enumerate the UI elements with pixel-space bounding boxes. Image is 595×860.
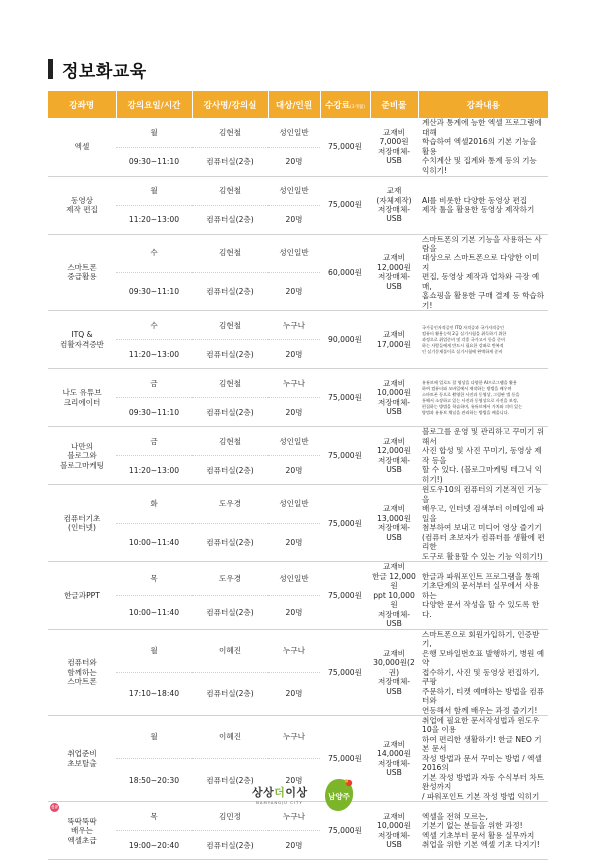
course-time: 19:00~20:40 — [116, 831, 192, 860]
course-name-text: 나도 유튜브 크리에이터 — [62, 388, 102, 407]
description-line: 수치계산 및 집계와 통계 등의 기능 익히기! — [422, 156, 537, 175]
description-line: (컴퓨터 초보자가 컴퓨터를 생활에 편리한 — [422, 532, 545, 552]
course-row-top — [48, 427, 548, 456]
description-line: / 파워포인트 기본 작성 방법 익히기 — [422, 791, 540, 801]
course-room: 컴퓨터실(2층) — [192, 595, 268, 629]
description-line: 유튜브에 업로드 할 영상을 다양한 AI프로그램을 활용 — [422, 380, 517, 386]
course-row-top — [48, 485, 548, 523]
course-target: 성인일반 — [268, 427, 320, 456]
description-line: 윈도우10의 컴퓨터의 기본적인 기능을 — [422, 485, 542, 504]
description-line: AI를 비롯한 다양한 동영상 편집 — [422, 195, 528, 205]
course-name — [48, 427, 116, 485]
course-target: 성인일반 — [268, 485, 320, 523]
course-capacity: 20명 — [268, 672, 320, 715]
course-name — [48, 716, 116, 802]
course-capacity: 20명 — [268, 595, 320, 629]
prep-line: 저장매체-USB — [377, 146, 411, 166]
course-prep — [370, 311, 418, 369]
description-line: 블로그를 운영 및 관리하고 꾸미기 위해서 — [422, 427, 545, 446]
description-line: 홈쇼핑을 활용한 구매 결제 등 학습하기! — [422, 291, 545, 310]
course-target: 누구나 — [268, 369, 320, 398]
logo-text-b: 이상 — [285, 786, 308, 799]
course-prep — [370, 118, 418, 176]
course-name — [48, 802, 116, 860]
course-day: 월 — [116, 176, 192, 205]
course-prep — [370, 427, 418, 485]
course-row-top — [48, 176, 548, 205]
course-capacity: 20명 — [268, 340, 320, 369]
course-row-top — [48, 629, 548, 672]
course-name-text: ITQ & 컴활자격증반 — [59, 330, 104, 349]
course-description — [418, 802, 548, 860]
course-name-text: 스마트폰 중급활용 — [67, 262, 97, 282]
course-row-top — [48, 369, 548, 398]
description-line: 취업에 필요한 문서작성법과 윈도우10을 이용 — [422, 716, 540, 735]
course-time: 10:00~11:40 — [116, 523, 192, 561]
logo-wordmark — [252, 784, 308, 800]
description-line: 할 수 있다. (블로그마케팅 테그닉 익히기!) — [422, 465, 543, 484]
course-name-text: 취업준비 초보탈출 — [67, 749, 97, 768]
description-line: 기초단계의 문서부터 실무에서 사용하는 — [422, 581, 540, 600]
course-fee: 75,000원 — [320, 118, 370, 176]
course-target: 성인일반 — [268, 176, 320, 205]
course-name-text: 뚝딱뚝딱 배우는 엑셀초급 — [67, 816, 97, 845]
description-line: 국가공인자격증인 ITQ 자격증과 국가자격증인 — [422, 325, 505, 331]
description-line: 도구로 활용할 수 있는 기능 익히기!) — [422, 551, 543, 561]
prep-line: 교재비 — [382, 378, 405, 388]
course-name-text: 엑셀 — [74, 142, 90, 151]
course-fee: 75,000원 — [320, 176, 370, 234]
course-name — [48, 311, 116, 369]
city-logo — [252, 777, 362, 821]
description-line: 스마트폰으로 회원가입하기, 인증받기, — [422, 629, 540, 649]
course-time: 11:20~13:00 — [116, 340, 192, 369]
prep-line: 12,000원 — [377, 446, 411, 456]
prep-line: 저장매체-USB — [377, 830, 411, 850]
course-time: 10:00~11:40 — [116, 595, 192, 629]
course-day: 월 — [116, 118, 192, 147]
description-line: 대상으로 스마트폰으로 다양한 이미지 — [422, 253, 540, 272]
course-body — [48, 118, 548, 860]
course-description — [418, 562, 548, 629]
description-line: 제작 툴을 활용한 동영상 제작하기 — [422, 205, 535, 214]
course-name-text: 컴퓨터기초 (인터넷) — [63, 513, 101, 533]
description-line: 하여 컴퓨터와 모바일에서 제작하는 방법을 배우며 — [422, 386, 512, 392]
course-target: 성인일반 — [268, 562, 320, 596]
prep-line: 교재비 — [382, 330, 405, 340]
course-day: 수 — [116, 234, 192, 272]
course-name — [48, 118, 116, 176]
course-name — [48, 369, 116, 427]
description-line: 하여 편리한 생활하기! 한글 NEO 기본 문서 — [422, 734, 542, 754]
course-name — [48, 176, 116, 234]
prep-line: 저장매체-USB — [377, 523, 411, 542]
course-target: 누구나 — [268, 716, 320, 759]
prep-line: 교재비 — [382, 739, 405, 749]
page-title: 정보화교육 — [62, 61, 147, 82]
course-room: 컴퓨터실(2층) — [192, 147, 268, 176]
prep-line: 교재비 — [382, 562, 405, 572]
course-time: 09:30~11:10 — [116, 272, 192, 310]
course-instructor: 김현철 — [192, 234, 268, 272]
logo-mark-icon — [322, 777, 356, 813]
course-capacity: 20명 — [268, 759, 320, 802]
header-target: 대상/인원 — [268, 91, 320, 118]
prep-line: 14,000원 — [377, 749, 411, 759]
description-line: 학습하여 엑셀2016의 기본 기능을 활용 — [422, 137, 537, 156]
course-row-top — [48, 118, 548, 147]
section-title — [48, 56, 147, 82]
description-line: 주문하기, 티켓 예매하는 방법을 컴퓨터와 — [422, 686, 545, 706]
logo-mark-text: 남양주 — [328, 792, 350, 801]
course-prep — [370, 369, 418, 427]
course-room: 컴퓨터실(2층) — [192, 759, 268, 802]
header-fee-label: 수강료 — [325, 100, 350, 111]
header-prep: 준비물 — [370, 91, 418, 118]
course-instructor: 이혜진 — [192, 716, 268, 759]
course-name — [48, 629, 116, 715]
prep-line: 저장매체-USB — [377, 205, 411, 224]
course-prep — [370, 802, 418, 860]
course-target: 누구나 — [268, 311, 320, 340]
header-instructor: 강사명/강의실 — [192, 91, 268, 118]
course-day: 목 — [116, 562, 192, 596]
course-instructor: 김현철 — [192, 369, 268, 398]
prep-line: 교재비 — [382, 504, 405, 514]
prep-line: 교재비 — [382, 127, 405, 137]
description-line: 컴퓨터 활용능력 2급 실기시험을 취득하기 위한 — [422, 330, 507, 336]
course-fee: 75,000원 — [320, 485, 370, 562]
description-line: 통해서 소장하고 있는 사진과 동영상으로 사진을 보정, — [422, 397, 519, 403]
course-description — [418, 176, 548, 234]
description-line: 스마트폰 등으로 촬영한 사진과 동영상, 그림판 앱 등을 — [422, 391, 520, 397]
header-content: 강좌내용 — [418, 91, 548, 118]
course-name-text: 동영상 제작 편집 — [66, 195, 98, 214]
course-name — [48, 234, 116, 311]
course-description — [418, 485, 548, 562]
course-day: 금 — [116, 369, 192, 398]
course-target: 성인일반 — [268, 234, 320, 272]
title-marker — [48, 59, 53, 79]
description-line: 접수하기, 사진 및 동영상 편집하기, 쿠팡 — [422, 667, 540, 687]
header-fee-note: (3개월) — [349, 104, 365, 110]
course-room: 컴퓨터실(2층) — [192, 523, 268, 561]
prep-line: 10,000원 — [377, 821, 411, 831]
course-room: 컴퓨터실(2층) — [192, 398, 268, 427]
description-line: 편집, 동영상 제작과 업차와 극장 예매, — [422, 272, 540, 291]
description-line: 엑셀 기초부터 문서 활용 실무까지 — [422, 830, 535, 840]
prep-line: 한글 12,000원 — [372, 571, 416, 591]
logo-subtitle: NAMYANGJU CITY — [256, 800, 303, 805]
prep-line: 교재비 — [382, 253, 405, 263]
course-name — [48, 562, 116, 629]
prep-line: 교재비 — [382, 648, 405, 658]
prep-line: 교재비 — [382, 811, 405, 821]
description-line: 기본 작성 방법과 자동 수식부터 차트 완성까지 — [422, 772, 545, 792]
course-day: 목 — [116, 802, 192, 831]
course-description — [418, 427, 548, 485]
course-instructor: 도우경 — [192, 485, 268, 523]
course-capacity: 20명 — [268, 272, 320, 310]
course-fee: 75,000원 — [320, 629, 370, 715]
course-prep — [370, 485, 418, 562]
course-fee: 75,000원 — [320, 562, 370, 629]
description-line: 방법과 유튜브 채널을 관리하는 방법을 배웁니다. — [422, 409, 509, 415]
description-line: 한글과 파워포인트 프로그램을 통해 — [422, 571, 540, 581]
course-description — [418, 629, 548, 715]
course-instructor: 이혜진 — [192, 629, 268, 672]
course-capacity: 20명 — [268, 523, 320, 561]
description-line: 첨부하여 보내고 미디어 영상 즐기기 — [422, 523, 542, 533]
description-line: 스마트폰의 기본 기능을 사용하는 사람을 — [422, 234, 542, 253]
course-day: 수 — [116, 311, 192, 340]
course-time: 18:50~20:30 — [116, 759, 192, 802]
new-badge: 신규 — [50, 803, 59, 812]
logo-text-mid: 더 — [274, 786, 286, 799]
header-fee — [320, 91, 370, 118]
course-prep — [370, 629, 418, 715]
course-room: 컴퓨터실(2층) — [192, 831, 268, 860]
prep-line: 17,000원 — [377, 339, 411, 349]
course-description — [418, 369, 548, 427]
course-row-top — [48, 311, 548, 340]
prep-line: 10,000원 — [377, 388, 411, 398]
course-name-text: 나만의 블로그와 블로그마케팅 — [59, 441, 104, 470]
course-fee: 75,000원 — [320, 369, 370, 427]
course-instructor: 도우경 — [192, 562, 268, 596]
description-line: 계산과 통계에 능한 엑셀 프로그램에 대해 — [422, 118, 542, 137]
course-instructor: 김현철 — [192, 311, 268, 340]
description-line: 배우고, 인터넷 검색부터 이메일에 파일을 — [422, 504, 545, 523]
course-day: 금 — [116, 427, 192, 456]
prep-line: 교재비 — [382, 436, 405, 446]
course-row-top — [48, 562, 548, 596]
course-description — [418, 118, 548, 176]
prep-line: 저장매체-USB — [377, 455, 411, 475]
course-instructor: 김현철 — [192, 176, 268, 205]
course-name — [48, 485, 116, 562]
course-day: 화 — [116, 485, 192, 523]
table-header-row — [48, 91, 548, 118]
description-line: 엑셀을 전혀 모르는, — [422, 811, 488, 821]
course-capacity: 20명 — [268, 147, 320, 176]
prep-line: 교재 — [386, 186, 402, 196]
course-name-text: 한글과PPT — [64, 590, 100, 600]
course-room: 컴퓨터실(2층) — [192, 672, 268, 715]
course-room: 컴퓨터실(2층) — [192, 205, 268, 234]
course-capacity: 20명 — [268, 456, 320, 485]
prep-line: 저장매체-USB — [377, 272, 411, 291]
course-room: 컴퓨터실(2층) — [192, 340, 268, 369]
course-instructor: 김민정 — [192, 802, 268, 831]
course-instructor: 김현철 — [192, 118, 268, 147]
prep-line: 저장매체-USB — [377, 397, 411, 417]
prep-line: 7,000원 — [379, 137, 409, 147]
course-fee: 75,000원 — [320, 802, 370, 860]
course-prep — [370, 234, 418, 311]
course-row-top — [48, 234, 548, 272]
description-line: 취업을 위한 기본 엑셀 기초 다지기! — [422, 840, 540, 850]
prep-line: 12,000원 — [377, 262, 411, 272]
course-prep — [370, 176, 418, 234]
course-fee: 75,000원 — [320, 716, 370, 802]
course-time: 09:30~11:10 — [116, 398, 192, 427]
course-description — [418, 234, 548, 311]
header-schedule: 강의요일/시간 — [116, 91, 192, 118]
course-time: 11:20~13:00 — [116, 205, 192, 234]
course-target: 성인일반 — [268, 118, 320, 147]
prep-line: 13,000원 — [377, 513, 411, 523]
course-fee: 60,000원 — [320, 234, 370, 311]
description-line: 다양한 문서 작성을 할 수 있도록 한다. — [422, 600, 540, 619]
description-line: 과정으로 취업준비 및 각종 국가고시 등을 준비 — [422, 336, 505, 342]
course-target: 누구나 — [268, 629, 320, 672]
description-line: 편집하는 방법을 학습하며, 유튜브에서 가치와 의미 있는 — [422, 403, 523, 409]
prep-line: 저장매체-USB — [377, 609, 411, 629]
description-line: 연동해서 함께 배우는 과정 즐기기! — [422, 705, 538, 715]
course-fee: 75,000원 — [320, 427, 370, 485]
prep-line: (자체제작) — [376, 195, 412, 205]
course-instructor: 김현철 — [192, 427, 268, 456]
course-prep — [370, 716, 418, 802]
course-day: 월 — [116, 716, 192, 759]
description-line: 은행 모바일번호표 발행하기, 병원 예약 — [422, 648, 545, 668]
course-time: 17:10~18:40 — [116, 672, 192, 715]
course-capacity: 20명 — [268, 205, 320, 234]
prep-line: 저장매체-USB — [377, 677, 411, 696]
course-time: 09:30~11:10 — [116, 147, 192, 176]
description-line: 하는 사람들에게 반드시 필요한 강좌로 반복적 — [422, 342, 504, 348]
course-capacity: 20명 — [268, 398, 320, 427]
course-name-text: 컴퓨터와 함께하는 스마트폰 — [67, 658, 97, 687]
course-prep — [370, 562, 418, 629]
prep-line: ppt 10,000원 — [373, 590, 415, 610]
description-line: 작성 방법과 문서 꾸미는 방법 / 엑셀 2016의 — [422, 753, 542, 773]
logo-text-a: 상상 — [252, 786, 275, 799]
course-room: 컴퓨터실(2층) — [192, 456, 268, 485]
course-description — [418, 716, 548, 802]
course-day: 월 — [116, 629, 192, 672]
prep-line: 30,000원(2권) — [373, 658, 415, 677]
course-fee: 90,000원 — [320, 311, 370, 369]
prep-line: 저장매체-USB — [377, 758, 411, 778]
course-room: 컴퓨터실(2층) — [192, 272, 268, 310]
course-target: 누구나 — [268, 802, 320, 831]
description-line: 사진 합성 및 사진 꾸미기, 동영상 제작 등을 — [422, 446, 542, 465]
course-time: 11:20~13:00 — [116, 456, 192, 485]
description-line: 기본기 없는 분들을 위한 과정! — [422, 821, 523, 831]
course-description — [418, 311, 548, 369]
course-capacity: 20명 — [268, 831, 320, 860]
course-row-top — [48, 716, 548, 759]
description-line: 인 실기문제풀이로 실기시험에 완벽하게 준비 — [422, 348, 503, 354]
header-name: 강좌명 — [48, 91, 116, 118]
course-table — [48, 91, 548, 860]
